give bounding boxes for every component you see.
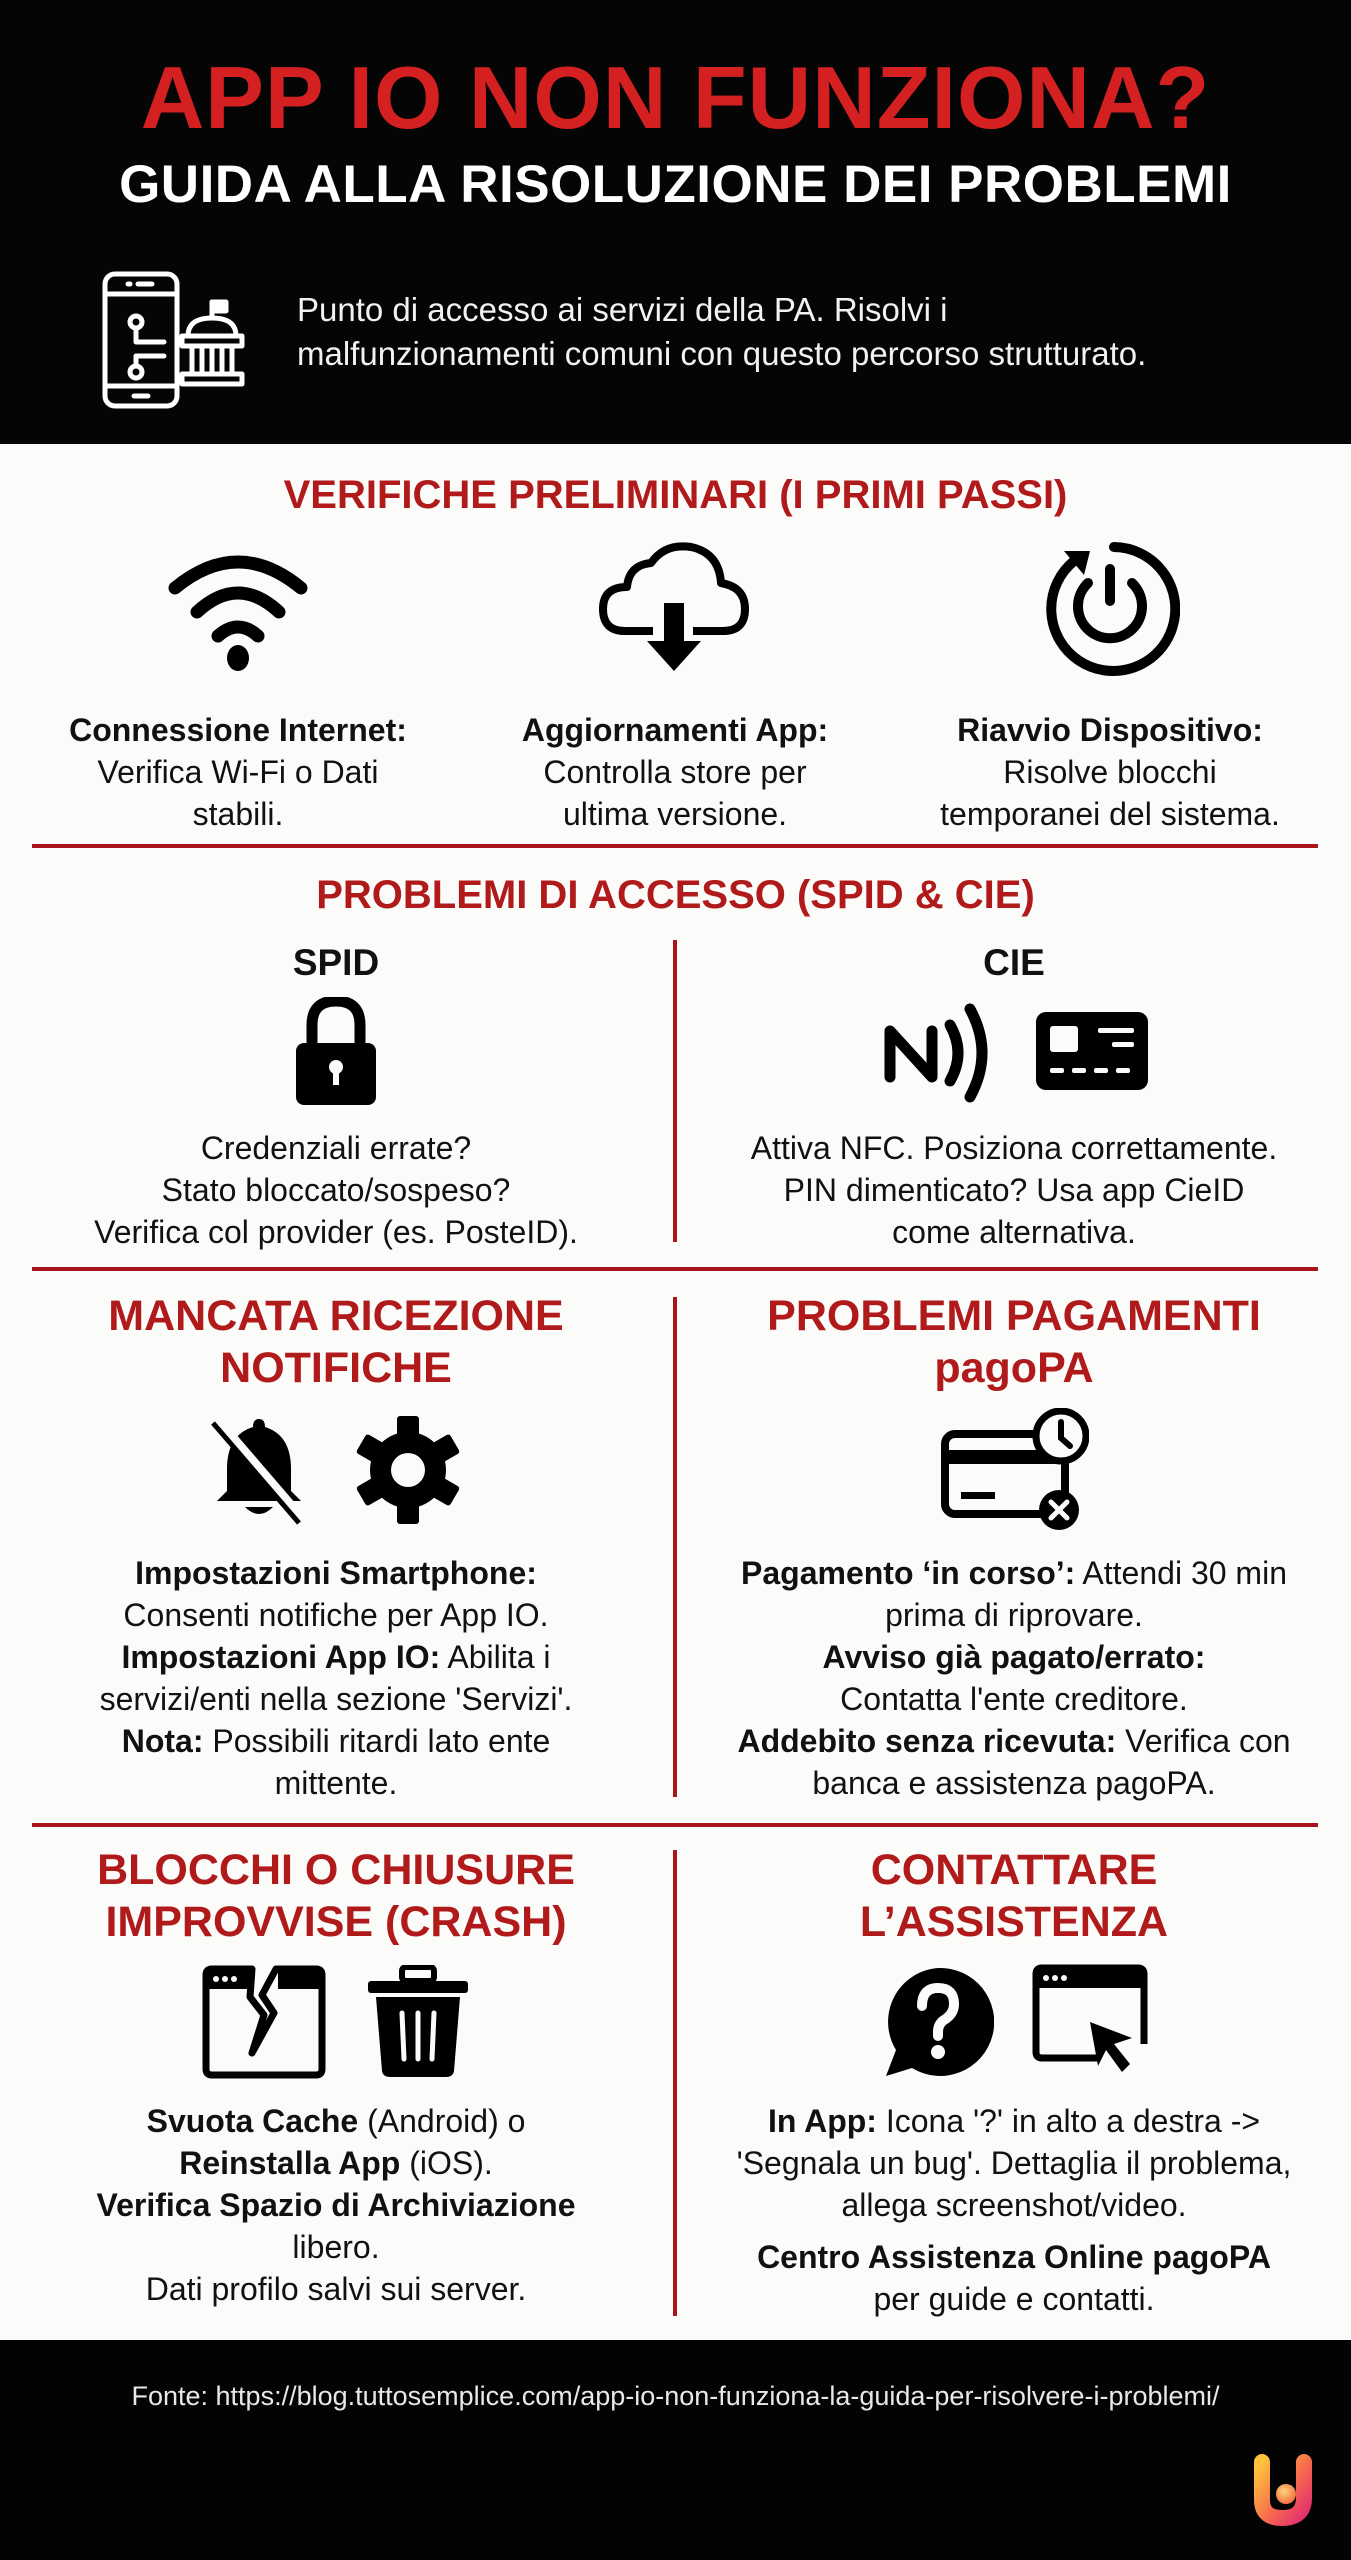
check-desc: temporanei del sistema. bbox=[940, 796, 1280, 832]
tuttosemplice-logo bbox=[1248, 2452, 1320, 2532]
check-restart bbox=[910, 539, 1310, 835]
support-panel bbox=[694, 1844, 1334, 2320]
section-title-support: L’ASSISTENZA bbox=[859, 1898, 1169, 1946]
support-description bbox=[694, 2100, 1334, 2320]
footer bbox=[0, 2340, 1351, 2560]
crash-panel bbox=[16, 1844, 656, 2310]
spid-line: Stato bloccato/sospeso? bbox=[161, 1172, 511, 1208]
section-title-support: CONTATTARE bbox=[870, 1846, 1158, 1894]
page-subtitle: GUIDA ALLA RISOLUZIONE DEI PROBLEMI bbox=[119, 155, 1232, 214]
crash-description bbox=[16, 2100, 656, 2310]
intro-line-1: Punto di accesso ai servizi della PA. Risolvi i bbox=[297, 291, 948, 328]
gear-icon bbox=[353, 1415, 463, 1530]
page-title: APP IO NON FUNZIONA? bbox=[140, 48, 1211, 147]
padlock-icon bbox=[294, 997, 378, 1112]
support-text: per guide e contatti. bbox=[873, 2281, 1155, 2317]
intro-description bbox=[297, 288, 1337, 376]
section-title-notifications: MANCATA RICEZIONE bbox=[108, 1292, 564, 1340]
pay-text: Attendi 30 min prima di riprovare. bbox=[885, 1555, 1287, 1633]
header bbox=[0, 0, 1351, 444]
notif-bold: Impostazioni App IO: bbox=[121, 1639, 441, 1675]
card-clock-error-icon bbox=[939, 1408, 1089, 1537]
check-label: Connessione Internet: bbox=[69, 712, 407, 748]
crash-text: (iOS). bbox=[400, 2145, 493, 2181]
spid-line: Credenziali errate? bbox=[200, 1130, 472, 1166]
spid-description bbox=[16, 1127, 656, 1253]
check-desc: stabili. bbox=[192, 796, 284, 832]
power-restart-icon bbox=[910, 539, 1310, 679]
notif-text: Consenti notifiche per App IO. bbox=[123, 1597, 549, 1633]
main-content bbox=[0, 444, 1351, 2340]
check-label: Riavvio Dispositivo: bbox=[957, 712, 1263, 748]
section-title-preliminary: VERIFICHE PRELIMINARI (I PRIMI PASSI) bbox=[283, 473, 1068, 517]
id-card-icon bbox=[1036, 1012, 1148, 1097]
crash-text: Dati profilo salvi sui server. bbox=[145, 2271, 527, 2307]
section-title-access: PROBLEMI DI ACCESSO (SPID & CIE) bbox=[316, 873, 1035, 917]
cie-line: come alternativa. bbox=[892, 1214, 1136, 1250]
pay-text: Contatta l'ente creditore. bbox=[840, 1681, 1188, 1717]
notifications-panel bbox=[16, 1290, 656, 1804]
section-title-crash: BLOCCHI O CHIUSURE bbox=[97, 1846, 575, 1894]
vertical-divider bbox=[673, 940, 677, 1242]
divider bbox=[32, 1823, 1318, 1827]
section-title-payments: pagoPA bbox=[934, 1344, 1094, 1392]
support-bold: In App: bbox=[767, 2103, 877, 2139]
nfc-icon bbox=[880, 997, 1000, 1112]
cloud-download-icon bbox=[475, 539, 875, 679]
divider bbox=[32, 844, 1318, 848]
pay-bold: Addebito senza ricevuta: bbox=[737, 1723, 1117, 1759]
window-cursor-icon bbox=[1030, 1964, 1150, 2085]
cie-label: CIE bbox=[983, 942, 1045, 983]
smartphone-government-building-icon bbox=[100, 262, 250, 412]
payments-description bbox=[694, 1552, 1334, 1804]
crash-bold: Svuota Cache bbox=[146, 2103, 359, 2139]
pay-bold: Pagamento ‘in corso’: bbox=[741, 1555, 1076, 1591]
section-title-crash: IMPROVVISE (CRASH) bbox=[105, 1898, 567, 1946]
source-link[interactable]: Fonte: https://blog.tuttosemplice.com/app-io-non-funziona-la-guida-per-risolvere-i-problemi/ bbox=[131, 2381, 1220, 2411]
notif-bold: Nota: bbox=[121, 1723, 204, 1759]
check-internet bbox=[38, 539, 438, 835]
section-title-notifications: NOTIFICHE bbox=[220, 1344, 452, 1392]
check-label: Aggiornamenti App: bbox=[521, 712, 829, 748]
check-desc: Risolve blocchi bbox=[1003, 754, 1217, 790]
help-chat-bubble-icon bbox=[878, 1964, 994, 2085]
broken-window-icon bbox=[202, 1965, 326, 2084]
support-text: Icona '?' in alto a destra -> 'Segnala un bug'. Dettaglia il problema, allega screenshot/video. bbox=[736, 2103, 1292, 2223]
check-desc: Verifica Wi-Fi o Dati bbox=[97, 754, 379, 790]
wifi-icon bbox=[38, 539, 438, 679]
notif-text: Possibili ritardi lato ente mittente. bbox=[203, 1723, 551, 1801]
notif-text: Abilita i servizi/enti nella sezione 'Servizi'. bbox=[99, 1639, 573, 1717]
check-desc: ultima versione. bbox=[562, 796, 788, 832]
pay-bold: Avviso già pagato/errato: bbox=[822, 1639, 1206, 1675]
crash-bold: Reinstalla App bbox=[179, 2145, 401, 2181]
check-updates bbox=[475, 539, 875, 835]
vertical-divider bbox=[673, 1850, 677, 2316]
check-desc: Controlla store per bbox=[543, 754, 807, 790]
spid-line: Verifica col provider (es. PosteID). bbox=[94, 1214, 578, 1250]
spid-label: SPID bbox=[292, 942, 380, 983]
trash-icon bbox=[366, 1965, 470, 2084]
vertical-divider bbox=[673, 1297, 677, 1797]
spid-panel bbox=[16, 940, 656, 1253]
cie-panel bbox=[694, 940, 1334, 1253]
support-bold: Centro Assistenza Online pagoPA bbox=[757, 2239, 1271, 2275]
intro-line-2: malfunzionamenti comuni con questo percorso strutturato. bbox=[297, 335, 1147, 372]
notif-bold: Impostazioni Smartphone: bbox=[135, 1555, 537, 1591]
crash-bold: Verifica Spazio di Archiviazione bbox=[96, 2187, 576, 2223]
cie-line: PIN dimenticato? Usa app CieID bbox=[783, 1172, 1245, 1208]
section-title-payments: PROBLEMI PAGAMENTI bbox=[767, 1292, 1261, 1340]
cie-line: Attiva NFC. Posiziona correttamente. bbox=[750, 1130, 1278, 1166]
bell-muted-icon bbox=[209, 1415, 309, 1530]
pay-text: Verifica con banca e assistenza pagoPA. bbox=[812, 1723, 1291, 1801]
divider bbox=[32, 1267, 1318, 1271]
payments-panel bbox=[694, 1290, 1334, 1804]
notifications-description bbox=[16, 1552, 656, 1804]
crash-text: (Android) o bbox=[358, 2103, 526, 2139]
crash-text: libero. bbox=[292, 2229, 380, 2265]
cie-description bbox=[694, 1127, 1334, 1253]
